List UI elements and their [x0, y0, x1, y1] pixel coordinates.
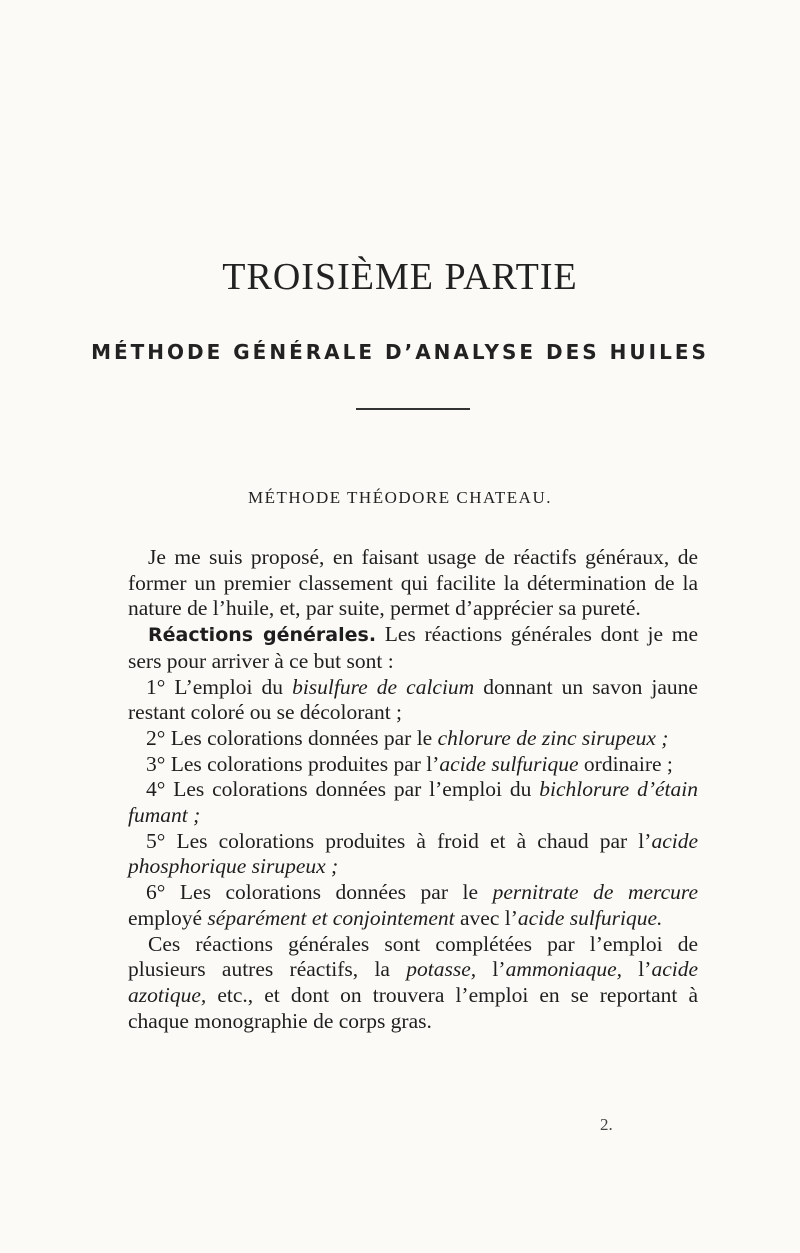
item-emphasis: pernitrate de mercure [492, 880, 699, 905]
item-emphasis: séparément et conjointement [207, 905, 455, 930]
item-text: 2° Les colorations données par le [146, 725, 438, 750]
item-text: avec l’ [454, 905, 518, 930]
item-text: donnant un savon jaune restant coloré ou se décolorant ; [128, 674, 698, 725]
item-emphasis: bisulfure de calcium [292, 674, 475, 699]
reactions-text: Les réactions générales dont je me sers pour arriver à ce but sont : [128, 622, 699, 673]
closing-emphasis: ammoniaque, [505, 957, 623, 982]
list-item-2 [128, 726, 698, 752]
closing-paragraph [128, 932, 698, 1035]
reactions-runin-heading: Réactions générales. [148, 624, 377, 647]
decorative-rule [356, 408, 470, 410]
item-emphasis: acide sulfurique. [517, 905, 663, 930]
part-title: TROISIÈME PARTIE [222, 256, 578, 298]
item-emphasis: chlorure de zinc sirupeux ; [437, 725, 669, 750]
signature-mark: 2. [600, 1115, 613, 1134]
item-text: 3° Les colorations produites par l’ [146, 751, 440, 776]
reactions-paragraph [128, 622, 698, 674]
intro-paragraph: Je me suis proposé, en faisant usage de réactifs généraux, de former un premier classement qui facilite la détermination de la nature de l’huile, et, par suite, permet d’apprécier sa pureté. [128, 545, 698, 621]
list-item-5 [128, 829, 698, 880]
closing-text: Ces réactions générales sont complétées par l’emploi de plusieurs autres réactifs, la [128, 931, 698, 982]
item-text: 1° L’emploi du [146, 674, 293, 699]
item-emphasis: acide sulfurique [439, 751, 579, 776]
list-item-4 [128, 777, 698, 828]
item-text: 5° Les colorations produites à froid et à chaud par l’ [146, 828, 652, 853]
item-emphasis: acide phosphorique sirupeux ; [128, 828, 698, 879]
list-item-3 [128, 752, 698, 778]
closing-emphasis: acide azotique, [128, 957, 698, 1007]
item-text: 4° Les colorations données par l’emploi du [146, 777, 540, 802]
part-subtitle: MÉTHODE GÉNÉRALE D’ANALYSE DES HUILES [91, 340, 709, 364]
body-text [128, 545, 698, 1034]
item-text: ordinaire ; [578, 751, 673, 776]
list-item-1 [128, 675, 698, 726]
list-item-6 [128, 880, 698, 931]
item-emphasis: bichlorure d’étain fumant ; [128, 777, 698, 828]
closing-text: l’ [622, 957, 652, 982]
item-text: employé [128, 905, 208, 930]
closing-text: l’ [476, 957, 506, 982]
closing-text: etc., et dont on trouvera l’emploi en se reportant à chaque monographie de corps gras. [128, 982, 698, 1033]
section-heading: MÉTHODE THÉODORE CHATEAU. [248, 488, 552, 507]
item-text: 6° Les colorations données par le [146, 880, 493, 905]
closing-emphasis: potasse, [406, 957, 477, 982]
